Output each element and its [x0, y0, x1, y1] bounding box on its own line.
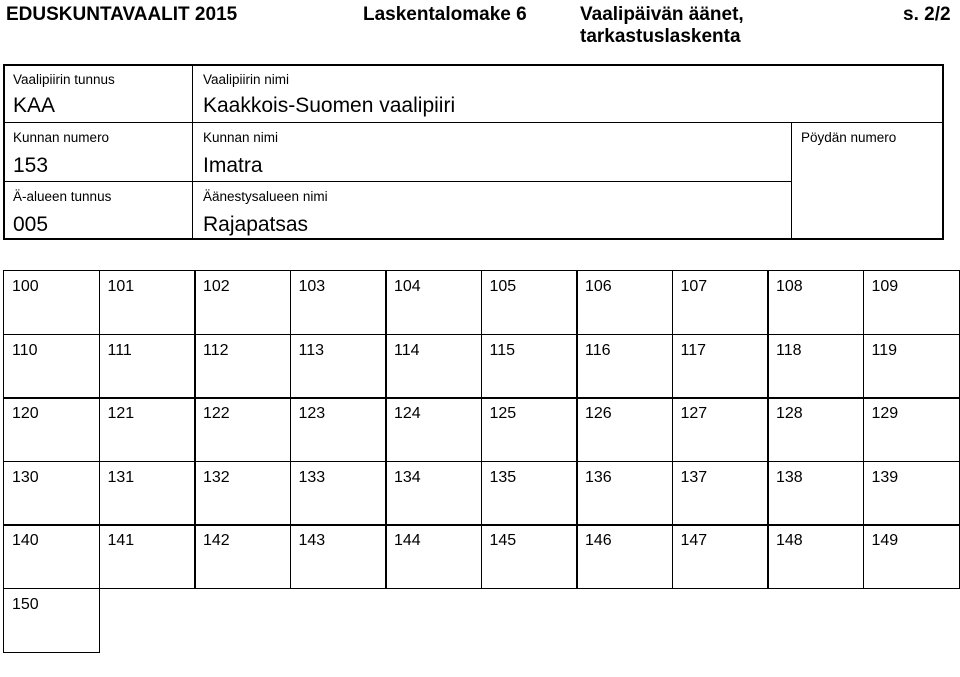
tally-cell[interactable]: 115 — [481, 334, 578, 399]
info-divider-h1 — [5, 122, 942, 123]
tally-cell[interactable]: 136 — [576, 461, 673, 526]
tally-cell[interactable]: 111 — [99, 334, 196, 399]
tally-cell[interactable]: 143 — [290, 524, 387, 589]
tally-cell[interactable]: 120 — [3, 397, 100, 462]
tally-cell[interactable]: 117 — [672, 334, 769, 399]
tally-cell[interactable]: 106 — [576, 270, 673, 335]
tally-cell[interactable]: 113 — [290, 334, 387, 399]
tally-cell[interactable]: 145 — [481, 524, 578, 589]
area-name-label: Äänestysalueen nimi — [203, 189, 328, 204]
table-number-label: Pöydän numero — [801, 130, 897, 145]
municipality-number-label: Kunnan numero — [13, 130, 110, 145]
info-box — [3, 64, 944, 240]
tally-cell[interactable]: 104 — [385, 270, 482, 335]
tally-cell[interactable]: 150 — [3, 588, 100, 653]
tally-cell[interactable]: 124 — [385, 397, 482, 462]
info-divider-h2 — [5, 181, 791, 182]
tally-cell[interactable]: 101 — [99, 270, 196, 335]
tally-cell[interactable]: 116 — [576, 334, 673, 399]
tally-cell[interactable]: 119 — [863, 334, 960, 399]
tally-cell[interactable]: 126 — [576, 397, 673, 462]
tally-cell[interactable]: 138 — [767, 461, 864, 526]
tally-cell[interactable]: 144 — [385, 524, 482, 589]
tally-cell[interactable]: 103 — [290, 270, 387, 335]
info-divider-v1 — [192, 66, 193, 238]
district-name-label: Vaalipiirin nimi — [203, 72, 290, 87]
tally-cell[interactable]: 131 — [99, 461, 196, 526]
district-code: KAA — [13, 94, 56, 117]
district-code-label: Vaalipiirin tunnus — [13, 72, 115, 87]
page-number: s. 2/2 — [903, 4, 951, 25]
tally-cell[interactable]: 110 — [3, 334, 100, 399]
tally-cell[interactable]: 133 — [290, 461, 387, 526]
tally-cell[interactable]: 127 — [672, 397, 769, 462]
tally-cell[interactable]: 142 — [194, 524, 291, 589]
info-divider-v2 — [791, 122, 792, 238]
area-code: 005 — [13, 213, 49, 236]
tally-cell[interactable]: 135 — [481, 461, 578, 526]
tally-cell[interactable]: 140 — [3, 524, 100, 589]
tally-cell[interactable]: 137 — [672, 461, 769, 526]
tally-cell[interactable]: 147 — [672, 524, 769, 589]
tally-cell[interactable]: 130 — [3, 461, 100, 526]
tally-cell[interactable]: 109 — [863, 270, 960, 335]
tally-cell[interactable]: 134 — [385, 461, 482, 526]
tally-cell[interactable]: 141 — [99, 524, 196, 589]
tally-cell[interactable]: 128 — [767, 397, 864, 462]
form-title: EDUSKUNTAVAALIT 2015 — [6, 4, 238, 25]
tally-cell[interactable]: 132 — [194, 461, 291, 526]
municipality-name-label: Kunnan nimi — [203, 130, 279, 145]
tally-cell[interactable]: 121 — [99, 397, 196, 462]
tally-cell[interactable]: 125 — [481, 397, 578, 462]
tally-cell[interactable]: 108 — [767, 270, 864, 335]
tally-cell[interactable]: 139 — [863, 461, 960, 526]
tally-cell[interactable]: 107 — [672, 270, 769, 335]
tally-cell[interactable]: 123 — [290, 397, 387, 462]
form-name: Laskentalomake 6 — [363, 4, 527, 25]
tally-cell[interactable]: 122 — [194, 397, 291, 462]
municipality-name: Imatra — [203, 154, 263, 177]
area-name: Rajapatsas — [203, 213, 309, 236]
form-description: Vaalipäivän äänet, tarkastuslaskenta — [580, 4, 744, 47]
tally-cell[interactable]: 129 — [863, 397, 960, 462]
tally-cell[interactable]: 112 — [194, 334, 291, 399]
tally-cell[interactable]: 118 — [767, 334, 864, 399]
tally-cell[interactable]: 149 — [863, 524, 960, 589]
tally-cell[interactable]: 146 — [576, 524, 673, 589]
tally-cell[interactable]: 114 — [385, 334, 482, 399]
district-name: Kaakkois-Suomen vaalipiiri — [203, 94, 456, 117]
area-code-label: Ä-alueen tunnus — [13, 189, 112, 204]
tally-cell[interactable]: 105 — [481, 270, 578, 335]
tally-cell[interactable]: 102 — [194, 270, 291, 335]
tally-cell[interactable]: 100 — [3, 270, 100, 335]
municipality-number: 153 — [13, 154, 49, 177]
tally-cell[interactable]: 148 — [767, 524, 864, 589]
